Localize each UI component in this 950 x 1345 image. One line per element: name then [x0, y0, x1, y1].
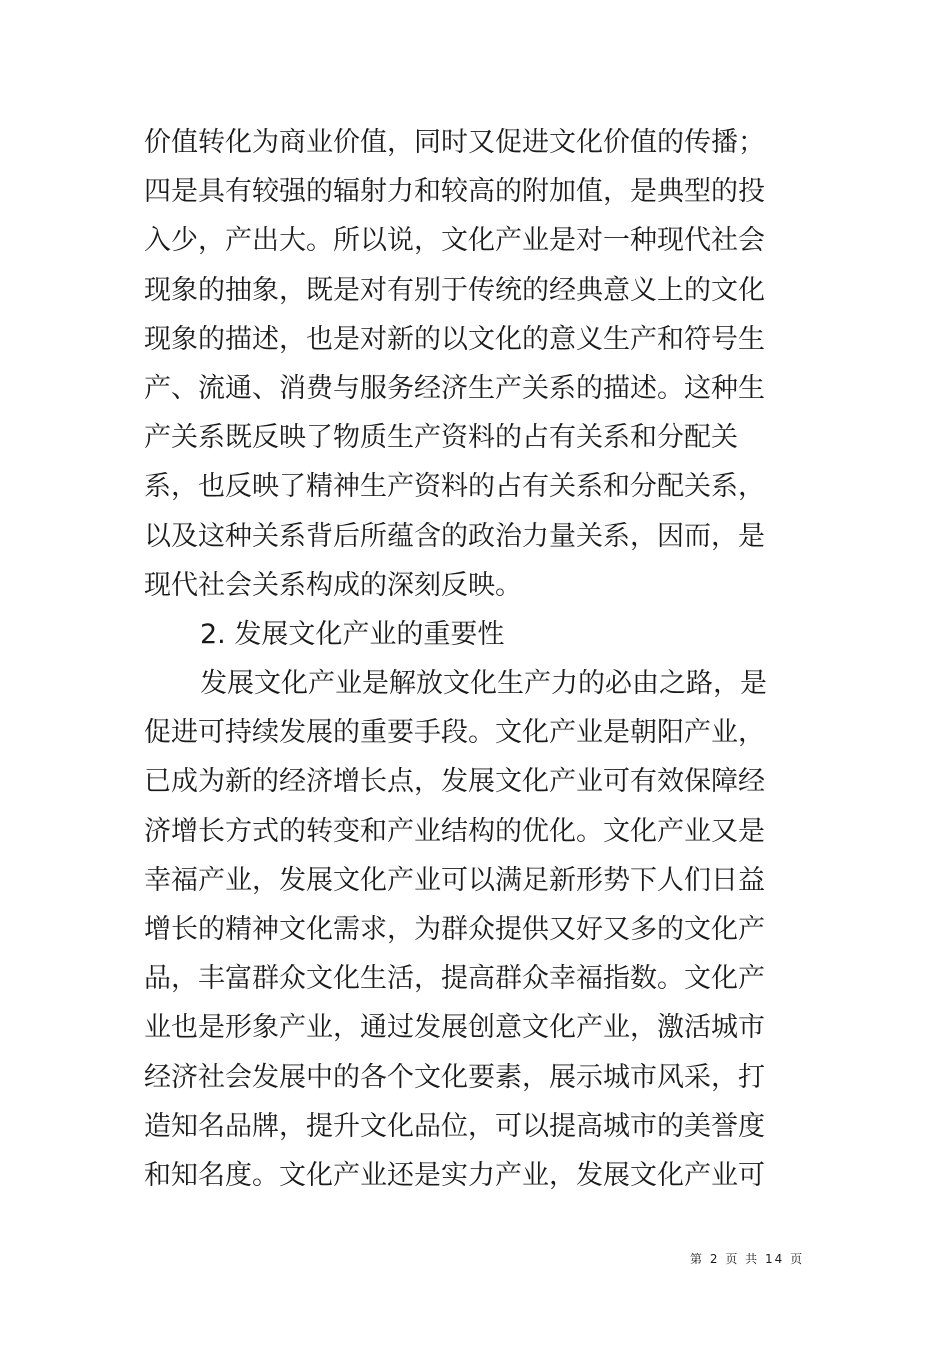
- body-text: [144, 118, 784, 1200]
- text-line: 以及这种关系背后所蕴含的政治力量关系，因而，是: [144, 520, 765, 552]
- text-line: 和知名度。文化产业还是实力产业，发展文化产业可: [144, 1159, 765, 1191]
- page-label-prefix: 第: [690, 1252, 705, 1266]
- text-line: 发展文化产业是解放文化生产力的必由之路，是: [200, 668, 767, 700]
- current-page-number: 2: [709, 1252, 720, 1266]
- text-line: 现象的描述，也是对新的以文化的意义生产和符号生: [144, 323, 765, 355]
- page-footer: [690, 1250, 804, 1268]
- text-line: 促进可持续发展的重要手段。文化产业是朝阳产业，: [144, 717, 765, 749]
- text-line: 经济社会发展中的各个文化要素，展示城市风采，打: [144, 1061, 765, 1093]
- text-line: 已成为新的经济增长点，发展文化产业可有效保障经: [144, 766, 765, 798]
- text-line: 业也是形象产业，通过发展创意文化产业，激活城市: [144, 1012, 765, 1044]
- text-line: 系，也反映了精神生产资料的占有关系和分配关系，: [144, 471, 765, 503]
- text-line: 现象的抽象，既是对有别于传统的经典意义上的文化: [144, 274, 765, 306]
- text-line: 造知名品牌，提升文化品位，可以提高城市的美誉度: [144, 1110, 765, 1142]
- total-pages-number: 14: [764, 1252, 785, 1266]
- text-line: 产、流通、消费与服务经济生产关系的描述。这种生: [144, 372, 765, 404]
- text-line: 入少，产出大。所以说，文化产业是对一种现代社会: [144, 225, 765, 257]
- text-line: 济增长方式的转变和产业结构的优化。文化产业又是: [144, 815, 765, 847]
- page-label-mid: 页 共: [725, 1252, 760, 1266]
- text-line: 现代社会关系构成的深刻反映。: [144, 569, 522, 601]
- text-line: 四是具有较强的辐射力和较高的附加值，是典型的投: [144, 176, 765, 208]
- text-line: 品，丰富群众文化生活，提高群众幸福指数。文化产: [144, 963, 765, 995]
- text-line: 价值转化为商业价值，同时又促进文化价值的传播；: [144, 127, 765, 158]
- text-line: 幸福产业，发展文化产业可以满足新形势下人们日益: [144, 864, 765, 896]
- page-label-suffix: 页: [790, 1252, 805, 1266]
- text-line: 产关系既反映了物质生产资料的占有关系和分配关: [144, 422, 738, 454]
- text-line: 增长的精神文化需求，为群众提供又好又多的文化产: [144, 914, 765, 945]
- section-heading: 2. 发展文化产业的重要性: [200, 618, 505, 650]
